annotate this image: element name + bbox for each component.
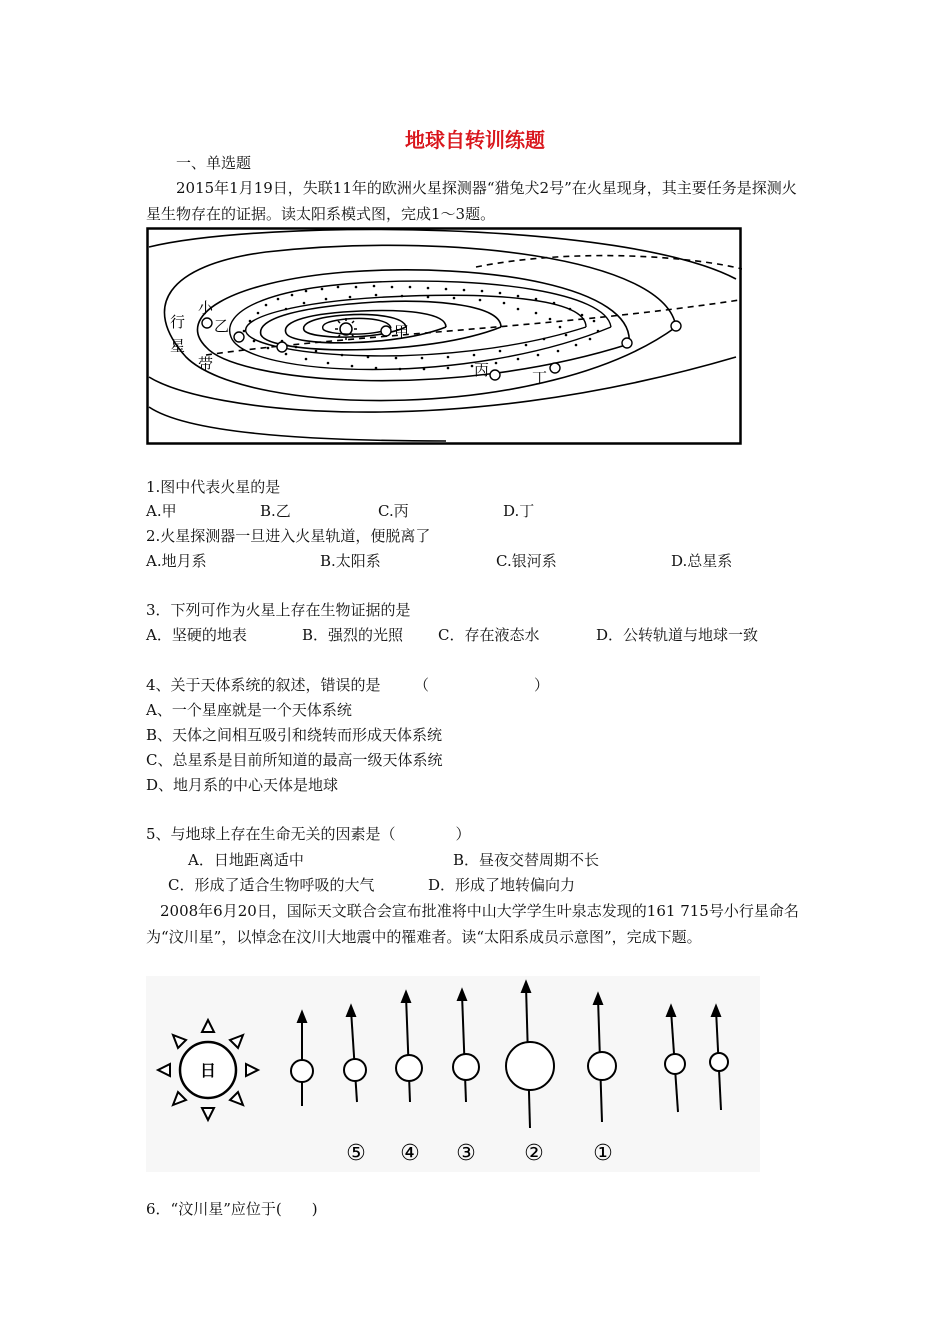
q1-option-d[interactable]: D.丁	[503, 502, 535, 520]
intro-paragraph-2: 2008年6月20日，国际天文联合会宣布批准将中山大学学生叶泉志发现的161 715号小行星命名为“汶川星”，以悼念在汶川大地震中的罹难者。读“太阳系成员示意图”，完成下题。	[146, 902, 799, 946]
asteroid-belt-label-3: 星	[170, 337, 186, 355]
q2-option-b[interactable]: B.太阳系	[320, 552, 381, 570]
q3-option-a[interactable]: A．坚硬的地表	[146, 626, 247, 644]
question-2-stem: 2.火星探测器一旦进入火星轨道，便脱离了	[146, 527, 431, 545]
planet-label-bing: 丙	[474, 361, 490, 379]
q4-option-c[interactable]: C、总星系是目前所知道的最高一级天体系统	[146, 751, 443, 769]
solar-system-members-figure	[146, 976, 760, 1172]
page-title: 地球自转训练题	[405, 128, 545, 152]
planet-number-5: ⑤	[346, 1141, 366, 1166]
planet-number-4: ④	[400, 1141, 420, 1166]
asteroid-belt-label-4: 带	[198, 355, 214, 373]
question-3-stem: 3．下列可作为火星上存在生物证据的是	[146, 601, 411, 619]
question-1-stem: 1.图中代表火星的是	[146, 478, 281, 496]
solar-system-figure	[146, 227, 742, 445]
planet-label-yi: 乙	[214, 317, 230, 335]
sun-label: 日	[199, 1061, 217, 1080]
q5-option-b[interactable]: B．昼夜交替周期不长	[453, 851, 600, 869]
q3-option-b[interactable]: B．强烈的光照	[302, 626, 404, 644]
planet-number-2: ②	[524, 1141, 544, 1166]
asteroid-belt-label-1: 小	[198, 299, 214, 317]
q1-option-b[interactable]: B.乙	[260, 502, 291, 520]
planet-label-jia: 甲	[394, 323, 410, 341]
question-6-stem: 6．“汶川星”应位于( )	[146, 1200, 318, 1218]
q4-option-d[interactable]: D、地月系的中心天体是地球	[146, 776, 339, 794]
q4-option-a[interactable]: A、一个星座就是一个天体系统	[146, 701, 352, 719]
q3-option-c[interactable]: C．存在液态水	[438, 626, 540, 644]
question-4-stem: 4、关于天体系统的叙述，错误的是	[146, 676, 381, 694]
asteroid-belt-label-2: 行	[170, 313, 186, 331]
question-5-stem: 5、与地球上存在生命无关的因素是（ ）	[146, 825, 471, 843]
section-heading: 一、单选题	[176, 154, 252, 172]
planet-number-3: ③	[456, 1141, 476, 1166]
planet-number-1: ①	[593, 1141, 613, 1166]
answer-blank-4[interactable]: （ ）	[414, 676, 550, 694]
q3-option-d[interactable]: D．公转轨道与地球一致	[596, 626, 759, 644]
q5-option-a[interactable]: A．日地距离适中	[188, 851, 304, 869]
q5-option-d[interactable]: D．形成了地转偏向力	[428, 876, 576, 894]
q2-option-d[interactable]: D.总星系	[671, 552, 733, 570]
q4-option-b[interactable]: B、天体之间相互吸引和绕转而形成天体系统	[146, 726, 443, 744]
q2-option-c[interactable]: C.银河系	[496, 552, 557, 570]
planet-label-ding: 丁	[532, 369, 548, 387]
q5-option-c[interactable]: C．形成了适合生物呼吸的大气	[168, 876, 375, 894]
q2-option-a[interactable]: A.地月系	[146, 552, 207, 570]
q1-option-c[interactable]: C.丙	[378, 502, 409, 520]
intro-paragraph-1: 2015年1月19日，失联11年的欧洲火星探测器“猎兔犬2号”在火星现身，其主要任务是探测火星生物存在的证据。读太阳系模式图，完成1～3题。	[146, 179, 797, 223]
q1-option-a[interactable]: A.甲	[146, 502, 177, 520]
